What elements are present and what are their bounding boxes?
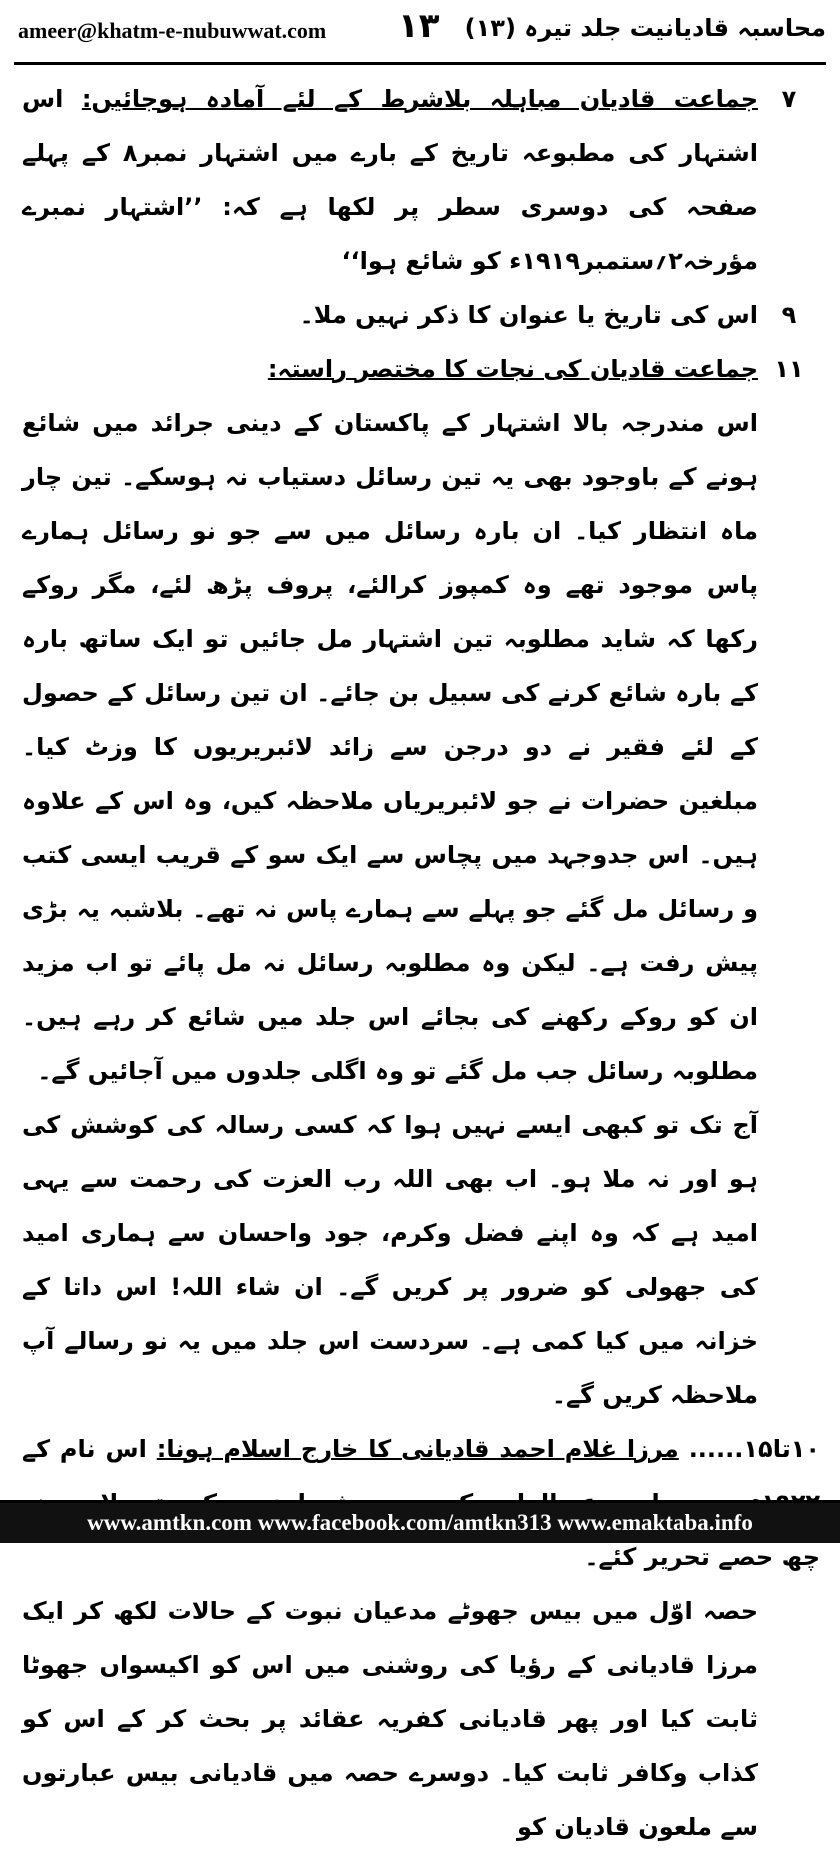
item-number: ۱۱ bbox=[774, 355, 804, 383]
item-text bbox=[22, 342, 758, 396]
item-body: اس اشتہار کی مطبوعہ تاریخ کے بارے میں اشتہار نمبر۸ کے پہلے صفحہ کی دوسری سطر پر لکھا ہے کہ: ’’اشتہار نمبرے مؤرخہ۲؍ستمبر۱۹۱۹ء کو شائع ہوا‘‘ bbox=[22, 85, 758, 275]
item-text bbox=[22, 72, 758, 288]
item-11 bbox=[22, 342, 820, 396]
paragraph-2: آج تک تو کبھی ایسے نہیں ہوا کہ کسی رسالہ کی کوشش کی ہو اور نہ ملا ہو۔ اب بھی اللہ رب العزت کی رحمت سے یہی امید ہے کہ وہ اپنے فضل وکرم، جود واحسان سے ہماری امید کی جھولی کو ضرور پر کریں گے۔ ان شاء اللہ! اس داتا کے خزانہ میں کیا کمی ہے۔ سردست اس جلد میں یہ نو رسالے آپ ملاحظہ کریں گے۔ bbox=[22, 1111, 758, 1409]
page-footer bbox=[0, 1500, 840, 1543]
item-heading: مرزا غلام احمد قادیانی کا خارج اسلام ہونا: bbox=[156, 1435, 679, 1463]
book-title: محاسبہ قادیانیت جلد تیرہ (۱۳) bbox=[464, 14, 826, 42]
paragraph-1: اس مندرجہ بالا اشتہار کے پاکستان کے دینی جرائد میں شائع ہونے کے باوجود بھی یہ تین رسائل دستیاب نہ ہوسکے۔ تین چار ماہ انتظار کیا۔ ان بارہ رسائل میں سے جو نو رسائل ہمارے پاس موجود تھے وہ کمپوز کرالئے، پروف پڑھ لئے، مگر روکے رکھا کہ شاید مطلوبہ تین اشتہار مل جائیں تو ایک ساتھ بارہ کے بارہ شائع کرنے کی سبیل بن جائے۔ ان تین رسائل کے حصول کے لئے فقیر نے دو درجن سے زائد لائبریریوں کا وزٹ کیا۔ مبلغین حضرات نے جو لائبریریاں ملاحظہ کیں، وہ اس کے علاوہ ہیں۔ اس جدوجہد میں پچاس سے ایک سو کے قریب ایسی کتب و رسائل مل گئے جو پہلے سے ہمارے پاس نہ تھے۔ بلاشبہ یہ بڑی پیش رفت ہے۔ لیکن وہ مطلوبہ رسائل نہ مل پائے تو اب مزید ان کو روکے رکھنے کی بجائے اس جلد میں شائع کر رہے ہیں۔ مطلوبہ رسائل جب مل گئے تو وہ اگلی جلدوں میں آجائیں گے۔ bbox=[22, 409, 758, 1085]
page-header bbox=[0, 0, 840, 62]
page-number: ۱۳ bbox=[398, 6, 440, 46]
item-7 bbox=[22, 72, 820, 288]
item-heading: جماعت قادیان کی نجات کا مختصر راستہ: bbox=[267, 355, 758, 383]
item-body: اس کی تاریخ یا عنوان کا ذکر نہیں ملا۔ bbox=[299, 301, 758, 329]
item-number: ۹ bbox=[781, 301, 797, 329]
item-number: ۱۰تا۱۵...... bbox=[688, 1435, 821, 1463]
header-email: ameer@khatm-e-nubuwwat.com bbox=[18, 18, 327, 43]
footer-links: www.amtkn.com www.facebook.com/amtkn313 www.emaktaba.info bbox=[87, 1510, 753, 1535]
item-body: اس نام کے چھ حصے تحریر کئے۔ bbox=[22, 1435, 820, 1571]
item-heading: جماعت قادیان مباہلہ بلاشرط کے لئے آمادہ ہوجائیں: bbox=[81, 85, 758, 113]
header-divider bbox=[14, 62, 826, 65]
item-number: ۷ bbox=[781, 85, 797, 113]
paragraph-3: حصہ اوّل میں بیس جھوٹے مدعیان نبوت کے حالات لکھ کر ایک مرزا قادیانی کے رؤیا کی روشنی میں اس کو اکیسواں جھوٹا ثابت کیا اور پھر قادیانی کفریہ عقائد پر بحث کر کے اس کو کذاب وکافر ثابت کیا۔ دوسرے حصہ میں قادیانی بیس عبارتوں سے ملعون قادیان کو bbox=[22, 1597, 758, 1841]
item-9 bbox=[22, 288, 820, 342]
